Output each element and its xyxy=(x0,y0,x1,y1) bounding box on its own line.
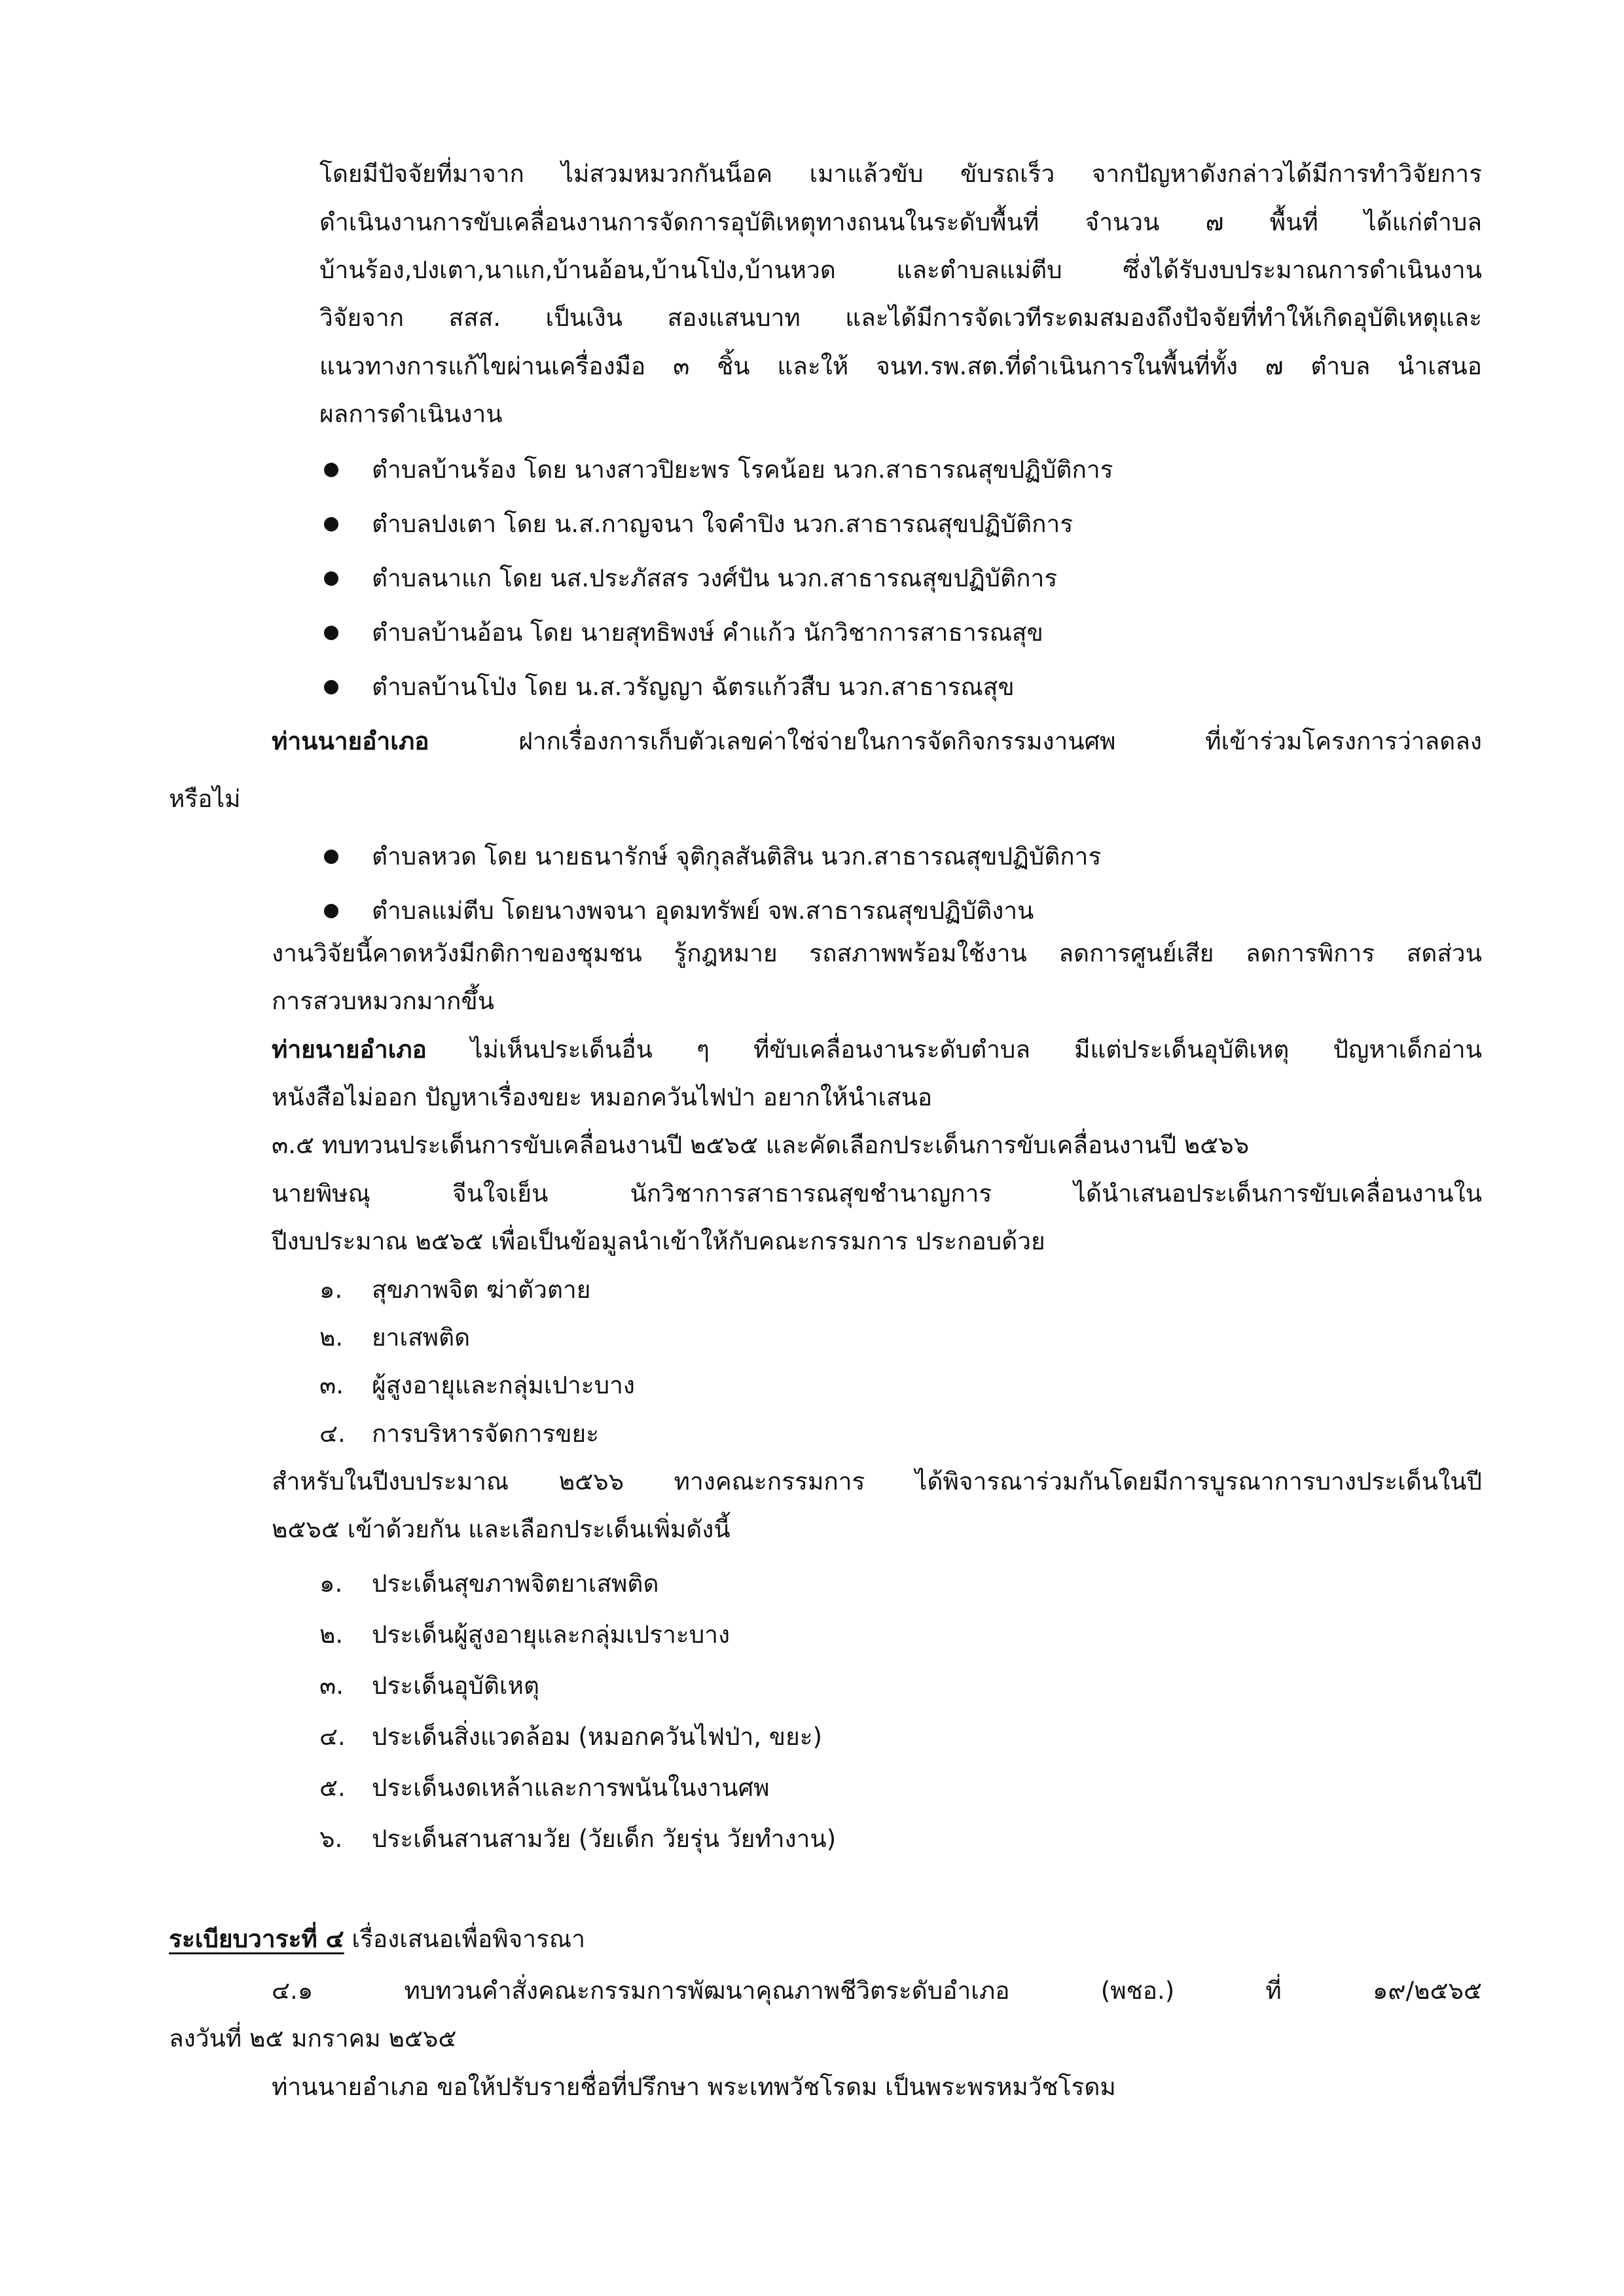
bullet-item: ตำบลปงเตา โดย น.ส.กาญจนา ใจคำปิง นวก.สาธารณสุขปฏิบัติการ xyxy=(372,510,1074,538)
issue-2565-text: สุขภาพจิต ฆ่าตัวตาย xyxy=(372,1276,591,1304)
intro-line-4: วิจัยจาก สสส. เป็นเงิน สองแสนบาท และได้มีการจัดเวทีระดมสมองถึงปัจจัยที่ทำให้เกิดอุบัติเหตุและ xyxy=(319,304,1482,332)
bullet-item: ตำบลแม่ตีบ โดยนางพจนา อุดมทรัพย์ จพ.สาธารณสุขปฏิบัติงาน xyxy=(372,897,1034,925)
issue-2565-number: ๑. xyxy=(319,1276,343,1304)
item-4-1-line-1: ๔.๑ ทบทวนคำสั่งคณะกรรมการพัฒนาคุณภาพชีวิตระดับอำเภอ (พชอ.) ที่ ๑๙/๒๕๖๕ xyxy=(272,1977,1482,2005)
closing-remark: ท่านนายอำเภอ ขอให้ปรับรายชื่อที่ปรึกษา พระเทพวัชโรดม เป็นพระพรหมวัชโรดม xyxy=(272,2073,1116,2101)
budget-2566-line-1: สำหรับในปีงบประมาณ ๒๕๖๖ ทางคณะกรรมการ ได้พิจารณาร่วมกันโดยมีการบูรณาการบางประเด็นในปี xyxy=(272,1467,1482,1496)
presenter-line-1: นายพิษณุ จีนใจเย็น นักวิชาการสาธารณสุขชำนาญการ ได้นำเสนอประเด็นการขับเคลื่อนงานใน xyxy=(272,1179,1482,1208)
issue-2565-number: ๔. xyxy=(319,1420,346,1448)
intro-line-6: ผลการดำเนินงาน xyxy=(319,400,503,428)
intro-line-2: ดำเนินงานการขับเคลื่อนงานการจัดการอุบัติเหตุทางถนนในระดับพื้นที่ จำนวน ๗ พื้นที่ ได้แก่ตำบล xyxy=(319,208,1482,236)
issue-2565-text: ผู้สูงอายุและกลุ่มเปาะบาง xyxy=(372,1371,635,1399)
issue-2566-text: ประเด็นสานสามวัย (วัยเด็ก วัยรุ่น วัยทำงาน) xyxy=(372,1825,837,1853)
issue-2565-number: ๒. xyxy=(319,1323,344,1352)
bullet-item: ตำบลหวด โดย นายธนารักษ์ จุติกุลสันติสิน นวก.สาธารณสุขปฏิบัติการ xyxy=(372,842,1102,870)
expectation-line-2: การสวบหมวกมากขึ้น xyxy=(272,987,495,1015)
agenda-4-heading: ระเบียบวาระที่ ๔ xyxy=(169,1925,344,1953)
bullet-dot-icon xyxy=(324,571,338,586)
presenter-line-2: ปีงบประมาณ ๒๕๖๕ เพื่อเป็นข้อมูลนำเข้าให้กับคณะกรรมการ ประกอบด้วย xyxy=(272,1227,1045,1255)
issue-2566-text: ประเด็นอุบัติเหตุ xyxy=(372,1672,540,1700)
remark-1-line xyxy=(272,723,1482,760)
bullet-dot-icon xyxy=(324,904,338,918)
remark-2-line xyxy=(272,1031,1482,1068)
budget-2566-line-2: ๒๕๖๕ เข้าด้วยกัน และเลือกประเด็นเพิ่มดังนี้ xyxy=(272,1515,731,1543)
remark-1-text: ฝากเรื่องการเก็บตัวเลขค่าใช่จ่ายในการจัดกิจกรรมงานศพ ที่เข้าร่วมโครงการว่าลดลง xyxy=(429,727,1482,755)
remark-2-continuation: หนังสือไม่ออก ปัญหาเรื่องขยะ หมอกควันไฟป่า อยากให้นำเสนอ xyxy=(272,1083,933,1111)
issue-2565-text: การบริหารจัดการขยะ xyxy=(372,1420,600,1448)
bullet-item: ตำบลบ้านร้อง โดย นางสาวปิยะพร โรคน้อย นวก.สาธารณสุขปฏิบัติการ xyxy=(372,456,1113,484)
issue-2566-number: ๖. xyxy=(319,1825,343,1853)
bullet-dot-icon xyxy=(324,463,338,477)
bullet-item: ตำบลบ้านโป่ง โดย น.ส.วรัญญา ฉัตรแก้วสืบ นวก.สาธารณสุข xyxy=(372,673,1015,701)
bullet-dot-icon xyxy=(324,626,338,640)
issue-2566-number: ๓. xyxy=(319,1672,344,1700)
issue-2566-text: ประเด็นงดเหล้าและการพนันในงานศพ xyxy=(372,1774,770,1802)
expectation-line-1: งานวิจัยนี้คาดหวังมีกติกาของชุมชน รู้กฎหมาย รถสภาพพร้อมใช้งาน ลดการศูนย์เสีย ลดการพิการ สดส่วน xyxy=(272,939,1482,967)
bullet-item: ตำบลบ้านอ้อน โดย นายสุทธิพงษ์ คำแก้ว นักวิชาการสาธารณสุข xyxy=(372,619,1043,647)
bullet-dot-icon xyxy=(324,517,338,531)
section-3-5-heading: ๓.๕ ทบทวนประเด็นการขับเคลื่อนงานปี ๒๕๖๕ และคัดเลือกประเด็นการขับเคลื่อนงานปี ๒๕๖๖ xyxy=(272,1131,1250,1159)
agenda-4-line xyxy=(169,1921,585,1958)
issue-2565-text: ยาเสพติด xyxy=(372,1323,471,1352)
agenda-4-title: เรื่องเสนอเพื่อพิจารณา xyxy=(344,1925,586,1953)
remark-1-speaker: ท่านนายอำเภอ xyxy=(272,727,429,755)
issue-2566-number: ๒. xyxy=(319,1621,344,1649)
remark-2-text: ไม่เห็นประเด็นอื่น ๆ ที่ขับเคลื่อนงานระดับตำบล มีแต่ประเด็นอุบัติเหตุ ปัญหาเด็กอ่าน xyxy=(426,1035,1482,1064)
bullet-item: ตำบลนาแก โดย นส.ประภัสสร วงศ์ปัน นวก.สาธารณสุขปฏิบัติการ xyxy=(372,564,1058,592)
issue-2566-number: ๑. xyxy=(319,1570,343,1598)
item-4-1-line-2: ลงวันที่ ๒๕ มกราคม ๒๕๖๕ xyxy=(169,2024,457,2053)
bullet-dot-icon xyxy=(324,850,338,864)
issue-2566-text: ประเด็นผู้สูงอายุและกลุ่มเปราะบาง xyxy=(372,1621,731,1649)
intro-line-1: โดยมีปัจจัยที่มาจาก ไม่สวมหมวกกันน็อค เมาแล้วขับ ขับรถเร็ว จากปัญหาดังกล่าวได้มีการทำวิจัยการ xyxy=(319,160,1482,188)
remark-1-continuation: หรือไม่ xyxy=(169,785,241,813)
intro-line-5: แนวทางการแก้ไขผ่านเครื่องมือ ๓ ชิ้น และให้ จนท.รพ.สต.ที่ดำเนินการในพื้นที่ทั้ง ๗ ตำบล นำเสนอ xyxy=(319,352,1482,380)
issue-2566-text: ประเด็นสุขภาพจิตยาเสพติด xyxy=(372,1570,659,1598)
issue-2565-number: ๓. xyxy=(319,1371,344,1399)
intro-line-3: บ้านร้อง,ปงเตา,นาแก,บ้านอ้อน,บ้านโป่ง,บ้านหวด และตำบลแม่ตีบ ซึ่งได้รับงบประมาณการดำเนินงาน xyxy=(319,256,1482,284)
remark-2-speaker: ท่ายนายอำเภอ xyxy=(272,1035,427,1064)
issue-2566-text: ประเด็นสิ่งแวดล้อม (หมอกควันไฟป่า, ขยะ) xyxy=(372,1723,823,1751)
bullet-dot-icon xyxy=(324,680,338,694)
issue-2566-number: ๕. xyxy=(319,1774,346,1802)
issue-2566-number: ๔. xyxy=(319,1723,346,1751)
